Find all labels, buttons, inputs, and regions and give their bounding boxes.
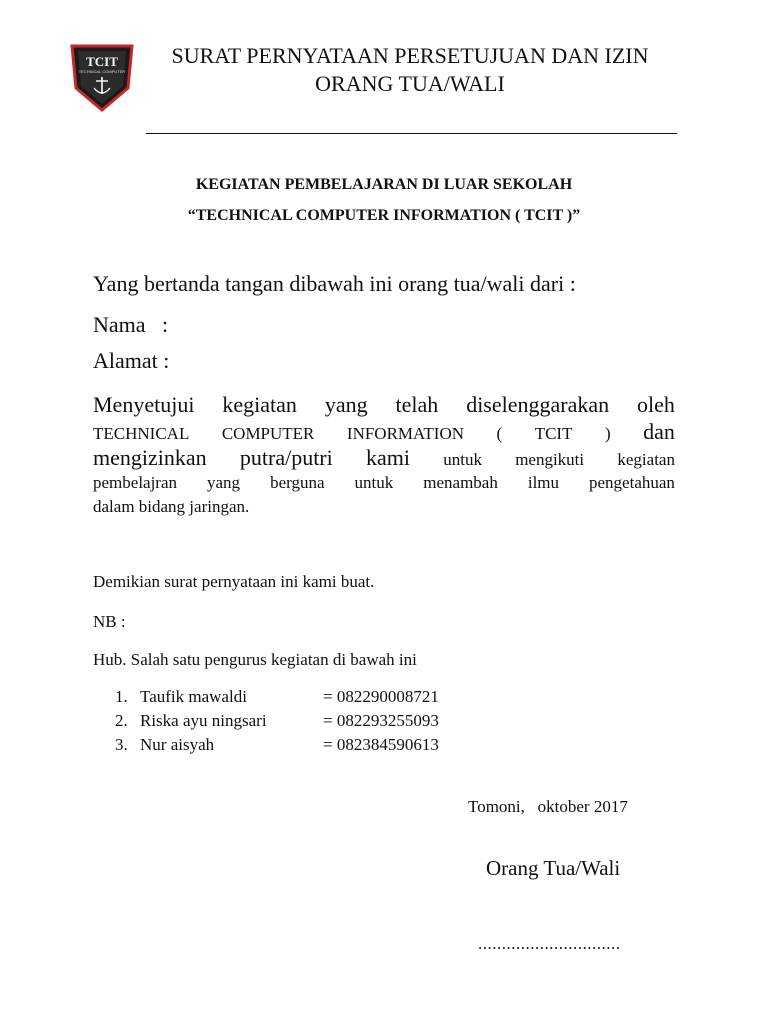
title-line-1: SURAT PERNYATAAN PERSETUJUAN DAN IZIN	[171, 43, 649, 68]
word: ilmu	[527, 473, 560, 492]
paragraph-line-3	[93, 446, 675, 472]
signatory-title: Orang Tua/Wali	[486, 856, 621, 880]
tcit-logo	[68, 42, 136, 114]
contact-phone: = 082290008721	[323, 687, 439, 706]
intro-statement: Yang bertanda tangan dibawah ini orang tua/wali dari :	[93, 271, 576, 296]
word: dan	[643, 419, 675, 444]
svg-text:TCIT: TCIT	[86, 54, 118, 69]
word: (	[496, 424, 503, 443]
word: berguna	[270, 473, 325, 492]
list-item	[115, 733, 439, 757]
contact-name: Riska ayu ningsari	[140, 711, 267, 730]
word: kegiatan	[222, 392, 297, 417]
word: mengikuti	[515, 450, 585, 469]
word: pembelajran	[93, 473, 178, 492]
word: telah	[395, 392, 439, 417]
list-number: 2.	[115, 711, 128, 730]
title-line-2: ORANG TUA/WALI	[315, 71, 505, 96]
contact-instruction: Hub. Salah satu pengurus kegiatan di bawah ini	[93, 650, 417, 669]
word: TECHNICAL	[93, 424, 190, 443]
document-title	[140, 42, 680, 98]
contact-name: Taufik mawaldi	[140, 687, 247, 706]
paragraph-line-1	[93, 392, 675, 418]
word: Menyetujui	[93, 392, 195, 417]
word: COMPUTER	[221, 424, 315, 443]
word: putra/putri	[239, 445, 333, 470]
word: untuk	[354, 473, 394, 492]
header-divider	[146, 133, 677, 134]
program-title: “TECHNICAL COMPUTER INFORMATION ( TCIT )”	[187, 207, 581, 224]
word: TCIT	[534, 424, 573, 443]
closing-statement: Demikian surat pernyataan ini kami buat.	[93, 572, 375, 591]
contact-phone: = 082293255093	[323, 711, 439, 730]
paragraph-line-2	[93, 420, 675, 446]
contact-list	[115, 685, 439, 757]
word: kami	[365, 445, 410, 470]
paragraph-line-5: dalam bidang jaringan.	[93, 497, 250, 516]
paragraph-line-4	[93, 471, 675, 495]
word: untuk	[443, 450, 482, 469]
nama-label: Nama :	[93, 312, 169, 337]
word: mengizinkan	[93, 445, 207, 470]
alamat-label: Alamat :	[93, 348, 170, 373]
word: INFORMATION	[346, 424, 465, 443]
contact-phone: = 082384590613	[323, 735, 439, 754]
word: oleh	[637, 392, 675, 417]
contact-name: Nur aisyah	[140, 735, 215, 754]
place-date: Tomoni, oktober 2017	[468, 797, 628, 816]
list-item	[115, 685, 439, 709]
word: pengetahuan	[589, 473, 675, 492]
word: yang	[207, 473, 241, 492]
list-number: 1.	[115, 687, 128, 706]
nb-label: NB :	[93, 612, 126, 631]
signature-line: ..............................	[478, 934, 621, 953]
list-item	[115, 709, 439, 733]
word: diselenggarakan	[466, 392, 610, 417]
activity-title: KEGIATAN PEMBELAJARAN DI LUAR SEKOLAH	[195, 176, 573, 193]
word: menambah	[423, 473, 498, 492]
word: kegiatan	[617, 450, 675, 469]
svg-text:TECHNICAL COMPUTER: TECHNICAL COMPUTER	[78, 69, 126, 74]
word: yang	[324, 392, 368, 417]
list-number: 3.	[115, 735, 128, 754]
word: )	[604, 424, 611, 443]
